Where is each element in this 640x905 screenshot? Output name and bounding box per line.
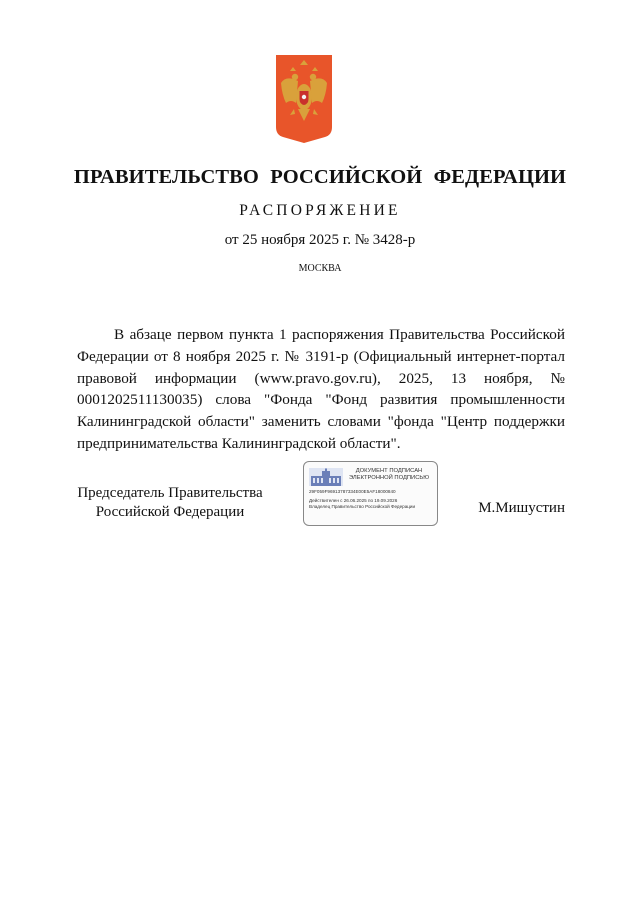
certificate-number: 29F059F96913787334E00E5AF18000840 <box>309 489 396 494</box>
document-type: РАСПОРЯЖЕНИЕ <box>239 202 401 219</box>
government-building-icon <box>309 468 343 486</box>
order-paragraph: В абзаце первом пункта 1 распоряжения Правительства Российской Федерации от 8 ноября 2025 г. № 3191-р (Официальный интернет-портал правовой информации (www.pravo.gov.ru), 2025, 13 ноября, № 0001202511130035) слова "Фонда "Фонд развития промышленности Калининградской области" заменить словами "фонда "Центр поддержки предпринимательства Калининградской области". <box>77 326 565 452</box>
government-title: ПРАВИТЕЛЬСТВО РОССИЙСКОЙ ФЕДЕРАЦИИ <box>73 166 567 188</box>
certificate-owner: Владелец Правительство Российской Федерации <box>309 504 416 509</box>
certificate-validity: Действителен с 26.06.2025 по 19.09.2026 <box>309 498 398 503</box>
coat-of-arms-emblem <box>276 55 332 143</box>
date-and-number: от 25 ноября 2025 г. № 3428-р <box>224 232 416 248</box>
stamp-header: ДОКУМЕНТ ПОДПИСАН ЭЛЕКТРОННОЙ ПОДПИСЬЮ <box>348 468 430 482</box>
city-name: МОСКВА <box>298 263 342 274</box>
signer-title: Председатель Правительства Российской Федерации <box>77 485 263 520</box>
signer-name: М.Мишустин <box>478 500 565 516</box>
electronic-signature-stamp <box>303 461 438 526</box>
